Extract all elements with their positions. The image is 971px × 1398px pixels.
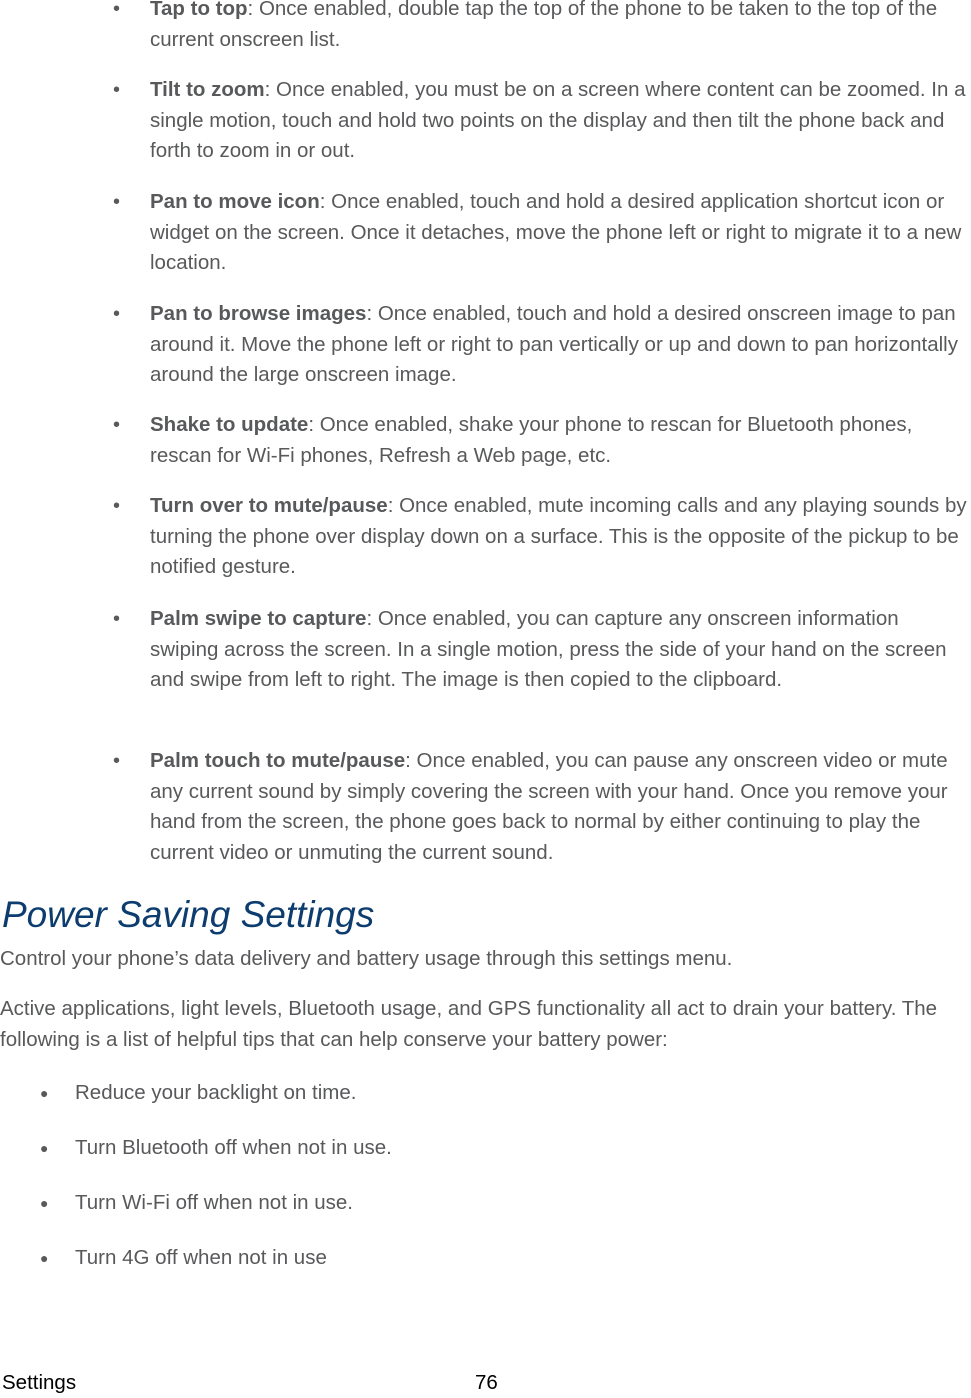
tip-text: Turn 4G off when not in use [75,1246,327,1269]
section-intro: Control your phone’s data delivery and battery usage through this settings menu. [0,947,733,970]
term: Palm touch to mute/pause [150,749,406,772]
bullet: • [113,191,121,213]
tip-text: Turn Wi-Fi off when not in use. [75,1191,354,1214]
bullet: • [113,303,121,325]
footer-section-name: Settings [2,1371,77,1394]
description: : Once enabled, double tap the top of the phone to be taken to the top of the current onscreen list. [150,0,938,51]
bullet: • [113,750,121,772]
page-number: 76 [475,1371,498,1394]
tip-text: Turn Bluetooth off when not in use. [75,1136,392,1159]
description: : Once enabled, touch and hold a desired application shortcut icon or widget on the screen. Once it detaches, move the phone left or right to migrate it to a new location. [150,190,962,274]
bullet: • [113,608,121,630]
bullet: • [113,414,121,436]
list-item-text [150,491,971,583]
list-item-text [150,410,971,471]
bullet: ● [40,1140,49,1156]
description: : Once enabled, touch and hold a desired onscreen image to pan around it. Move the phone left or right to pan vertically or up and down to pan horizontally around the large onscreen image. [150,302,958,386]
list-item-text [150,604,971,696]
list-item-text [150,187,971,279]
description: : Once enabled, you can pause any onscreen video or mute any current sound by simply covering the screen with your hand. Once you remove your hand from the screen, the phone goes back to normal by either continuing to play the current video or unmuting the current sound. [150,749,948,864]
description: : Once enabled, you can capture any onscreen information swiping across the screen. In a single motion, press the side of your hand on the screen and swipe from left to right. The image is then copied to the clipboard. [150,607,947,691]
description: : Once enabled, shake your phone to rescan for Bluetooth phones, rescan for Wi-Fi phones, Refresh a Web page, etc. [150,413,913,467]
bullet: ● [40,1195,49,1211]
list-item-text [150,0,971,55]
list-item-text [150,299,971,391]
term: Tap to top [150,0,248,20]
term: Pan to browse images [150,302,367,325]
description: : Once enabled, you must be on a screen where content can be zoomed. In a single motion, touch and hold two points on the display and then tilt the phone back and forth to zoom in or out. [150,78,966,162]
bullet: • [113,495,121,517]
section-body: Active applications, light levels, Bluetooth usage, and GPS functionality all act to drain your battery. The following is a list of helpful tips that can help conserve your battery power: [0,997,938,1051]
term: Tilt to zoom [150,78,265,101]
term: Shake to update [150,413,309,436]
list-item-text [150,746,971,868]
bullet: ● [40,1085,49,1101]
bullet: ● [40,1250,49,1266]
term: Pan to move icon [150,190,320,213]
section-title: Power Saving Settings [2,894,375,935]
tip-text: Reduce your backlight on time. [75,1081,357,1104]
bullet: • [113,0,121,20]
bullet: • [113,79,121,101]
term: Turn over to mute/pause [150,494,388,517]
list-item-text [150,75,971,167]
term: Palm swipe to capture [150,607,367,630]
description: : Once enabled, mute incoming calls and any playing sounds by turning the phone over display down on a surface. This is the opposite of the pickup to be notified gesture. [150,494,967,578]
